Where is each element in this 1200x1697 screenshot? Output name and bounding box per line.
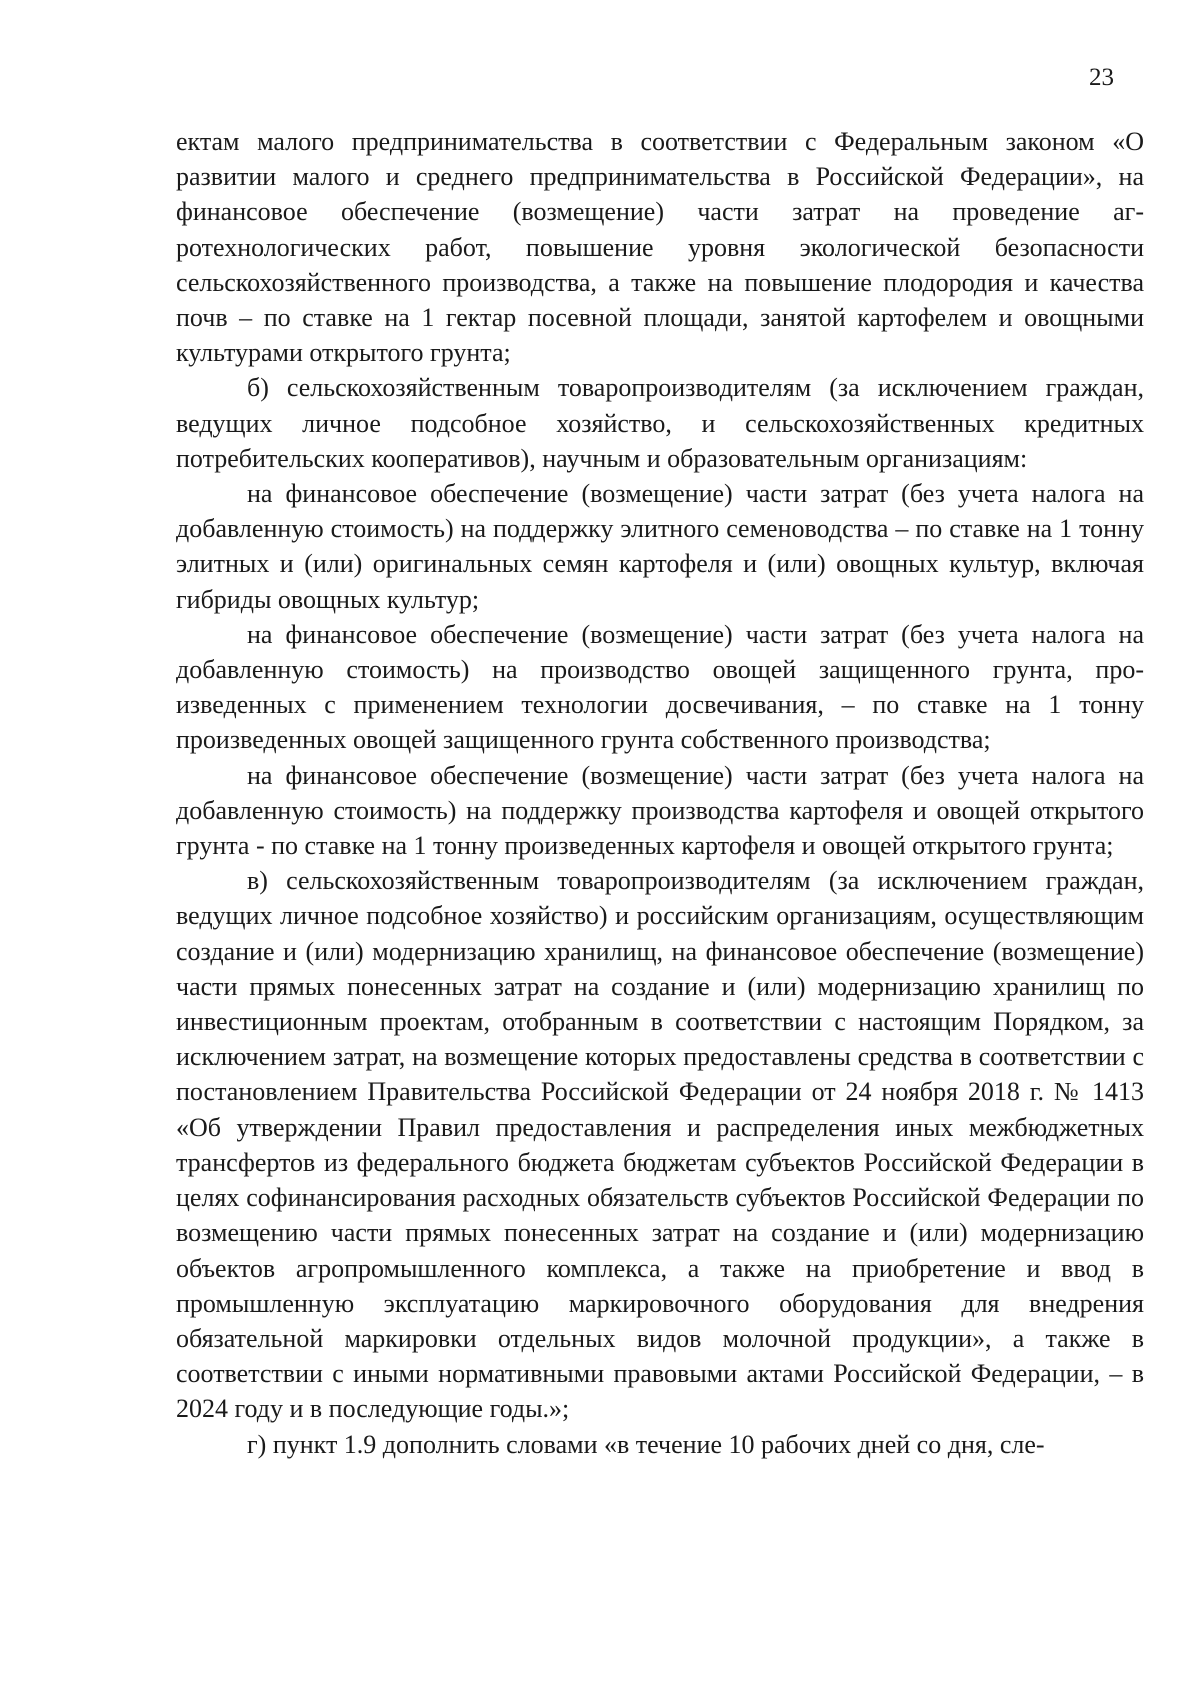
- document-body: [176, 124, 1144, 1462]
- paragraph-5: на финансовое обеспечение (возмещение) части затрат (без учета налога на добавленную стоимость) на поддержку производства картофеля и овощей открытого грунта - по ставке на 1 тонну произведенных картофеля и овощей открытого грунта;: [176, 760, 1144, 861]
- paragraph-7: г) пункт 1.9 дополнить словами «в течение 10 рабочих дней со дня, сле-: [247, 1429, 1045, 1459]
- paragraph-1: ектам малого предпринимательства в соответствии с Федеральным законом «О развитии малого и среднего предпринимательства в Российской Федерации», на финансовое обеспечение (возмещение) части затрат на проведение агротехнологических работ, повышение уровня экологической безопасности сельскохозяйственного производства, а также на повышение плодородия и качества почв – по ставке на 1 гектар посевной площади, занятой картофелем и овощными культурами открытого грунта;: [176, 127, 1144, 368]
- paragraph-4: на финансовое обеспечение (возмещение) части затрат (без учета налога на добавленную стоимость) на производство овощей защищенного грунта, произведенных с применением технологии досвечивания, – по ставке на 1 тонну произведенных овощей защищенного грунта собственного производства;: [176, 619, 1144, 755]
- paragraph-2: б) сельскохозяйственным товаропроизводителям (за исключением граждан, ведущих личное подсобное хозяйство, и сельскохозяйственных кредитных потребительских кооперативов), научным и образовательным организациям:: [176, 373, 1144, 473]
- paragraph-6: в) сельскохозяйственным товаропроизводителям (за исключением граждан, ведущих личное подсобное хозяйство) и российским организациям, осуществляющим создание и (или) модернизацию хранилищ, на финансовое обеспечение (возмещение) части прямых понесенных затрат на создание и (или) модернизацию хранилищ по инвестиционным проектам, отобранным в соответствии с настоящим Порядком, за исключением затрат, на возмещение которых предоставлены средства в соответствии с постановлением Правительства Российской Федерации от 24 ноября 2018 г. № 1413 «Об утверждении Правил предоставления и распределения иных межбюджетных трансфертов из федерального бюджета бюджетам субъектов Российской Федерации в целях софинансирования расходных обязательств субъектов Российской Федерации по возмещению части прямых понесенных затрат на создание и (или) модернизацию объектов агропромышленного комплекса, а также на приобретение и ввод в промышленную эксплуатацию маркировочного оборудования для внедрения обязательной маркировки отдельных видов молочной продукции», а также в соответствии с иными нормативными правовыми актами Российской Федерации, – в 2024 году и в последующие годы.»;: [176, 866, 1144, 1424]
- page-number: 23: [1089, 64, 1114, 91]
- paragraph-3: на финансовое обеспечение (возмещение) части затрат (без учета налога на добавленную стоимость) на поддержку элитного семеноводства – по ставке на 1 тонну элитных и (или) оригинальных семян картофеля и (или) овощных культур, включая гибриды овощных культур;: [176, 479, 1144, 614]
